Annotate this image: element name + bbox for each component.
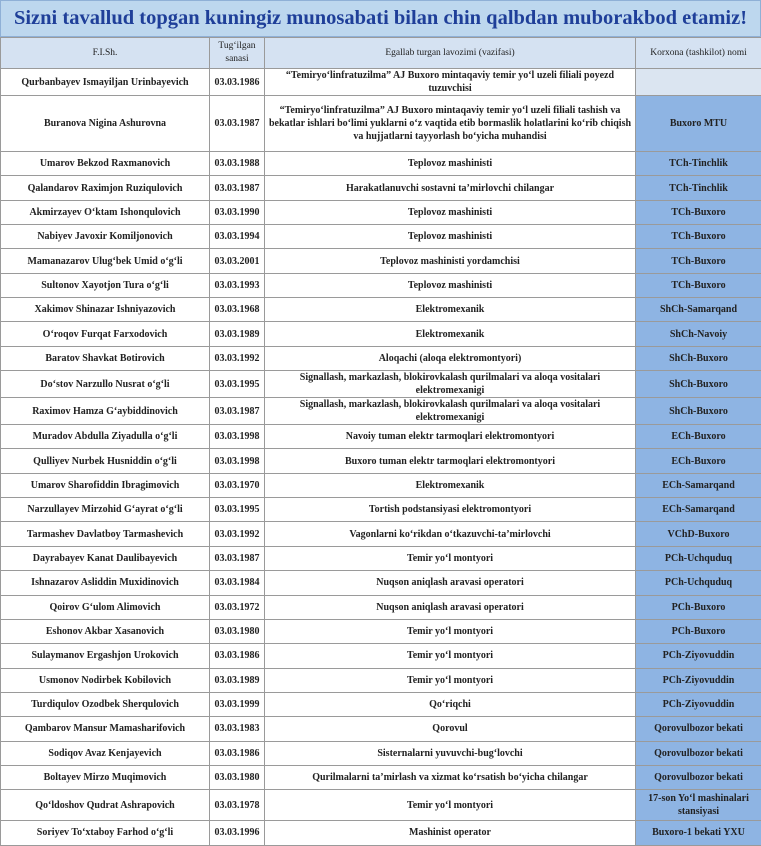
cell-date: 03.03.1995 [210,371,265,398]
table-row [1,717,761,741]
cell-position: Temir yo‘l montyori [265,546,636,570]
cell-name: Qambarov Mansur Mamasharifovich [1,717,210,741]
cell-date: 03.03.1987 [210,96,265,152]
table-row [1,644,761,668]
table-row [1,273,761,297]
cell-date: 03.03.2001 [210,249,265,273]
cell-org: PCh-Ziyovuddin [636,668,761,692]
table-row [1,176,761,200]
header-date: Tug‘ilgan sanasi [210,38,265,69]
cell-position: Tortish podstansiyasi elektromontyori [265,498,636,522]
cell-org: ShCh-Buxoro [636,398,761,425]
cell-org: 17-son Yo‘l mashinalari stansiyasi [636,790,761,821]
cell-name: Qo‘ldoshov Qudrat Ashrapovich [1,790,210,821]
cell-org: Buxoro MTU [636,96,761,152]
cell-date: 03.03.1995 [210,498,265,522]
cell-date: 03.03.1989 [210,668,265,692]
cell-name: Sultonov Xayotjon Tura o‘g‘li [1,273,210,297]
cell-date: 03.03.1987 [210,176,265,200]
cell-date: 03.03.1998 [210,425,265,449]
cell-org: ShCh-Buxoro [636,346,761,370]
table-row [1,821,761,845]
cell-position: Temir yo‘l montyori [265,644,636,668]
cell-name: Tarmashev Davlatboy Tarmashevich [1,522,210,546]
banner-title: Sizni tavallud topgan kuningiz munosabati bilan chin qalbdan muborakbod etamiz! [14,7,747,30]
cell-position: Temir yo‘l montyori [265,619,636,643]
cell-name: Xakimov Shinazar Ishniyazovich [1,298,210,322]
table-row [1,322,761,346]
header-position: Egallab turgan lavozimi (vazifasi) [265,38,636,69]
table-row [1,225,761,249]
cell-position: Elektromexanik [265,298,636,322]
cell-date: 03.03.1998 [210,449,265,473]
table-row [1,96,761,152]
cell-org: PCh-Ziyovuddin [636,692,761,716]
cell-org: Buxoro-1 bekati YXU [636,821,761,845]
cell-date: 03.03.1970 [210,473,265,497]
cell-date: 03.03.1986 [210,644,265,668]
cell-position: Teplovoz mashinisti yordamchisi [265,249,636,273]
table-row [1,200,761,224]
cell-name: Dayrabayev Kanat Daulibayevich [1,546,210,570]
cell-name: Do‘stov Narzullo Nusrat o‘g‘li [1,371,210,398]
cell-org: PCh-Buxoro [636,595,761,619]
cell-name: Eshonov Akbar Xasanovich [1,619,210,643]
cell-org: ShCh-Buxoro [636,371,761,398]
cell-date: 03.03.1978 [210,790,265,821]
cell-name: Qulliyev Nurbek Husniddin o‘g‘li [1,449,210,473]
cell-name: Soriyev To‘xtaboy Farhod o‘g‘li [1,821,210,845]
cell-date: 03.03.1968 [210,298,265,322]
cell-org: VChD-Buxoro [636,522,761,546]
cell-org: Qorovulbozor bekati [636,717,761,741]
cell-position: Teplovoz mashinisti [265,152,636,176]
cell-position: Signallash, markazlash, blokirovkalash qurilmalari va aloqa vositalari elektromexanigi [265,398,636,425]
table-row [1,571,761,595]
table-row [1,371,761,398]
cell-date: 03.03.1987 [210,546,265,570]
cell-position: Harakatlanuvchi sostavni ta’mirlovchi chilangar [265,176,636,200]
cell-name: O‘roqov Furqat Farxodovich [1,322,210,346]
table-row [1,425,761,449]
cell-name: Baratov Shavkat Botirovich [1,346,210,370]
cell-position: Nuqson aniqlash aravasi operatori [265,595,636,619]
cell-org: ECh-Buxoro [636,449,761,473]
cell-name: Usmonov Nodirbek Kobilovich [1,668,210,692]
cell-org: PCh-Buxoro [636,619,761,643]
header-name: F.I.Sh. [1,38,210,69]
table-row [1,249,761,273]
table-row [1,522,761,546]
table-row [1,546,761,570]
cell-position: Mashinist operator [265,821,636,845]
cell-date: 03.03.1993 [210,273,265,297]
cell-date: 03.03.1996 [210,821,265,845]
cell-org: TCh-Buxoro [636,200,761,224]
table-row [1,473,761,497]
cell-org: Qorovulbozor bekati [636,741,761,765]
table-row [1,595,761,619]
cell-position: Teplovoz mashinisti [265,200,636,224]
cell-org: ShCh-Navoiy [636,322,761,346]
cell-org: ECh-Samarqand [636,473,761,497]
cell-name: Raximov Hamza G‘aybiddinovich [1,398,210,425]
cell-position: Signallash, markazlash, blokirovkalash qurilmalari va aloqa vositalari elektromexanigi [265,371,636,398]
cell-position: Nuqson aniqlash aravasi operatori [265,571,636,595]
cell-position: Navoiy tuman elektr tarmoqlari elektromontyori [265,425,636,449]
cell-date: 03.03.1999 [210,692,265,716]
cell-position: Temir yo‘l montyori [265,790,636,821]
greeting-banner [0,0,761,37]
table-row [1,765,761,789]
cell-position: Temir yo‘l montyori [265,668,636,692]
cell-org: Qorovulbozor bekati [636,765,761,789]
cell-name: Qurbanbayev Ismayiljan Urinbayevich [1,69,210,96]
cell-position: Teplovoz mashinisti [265,273,636,297]
cell-position: Vagonlarni ko‘rikdan o‘tkazuvchi-ta’mirlovchi [265,522,636,546]
cell-name: Akmirzayev O‘ktam Ishonqulovich [1,200,210,224]
table-row [1,790,761,821]
cell-date: 03.03.1992 [210,346,265,370]
cell-name: Umarov Sharofiddin Ibragimovich [1,473,210,497]
cell-position: Aloqachi (aloqa elektromontyori) [265,346,636,370]
table-row [1,398,761,425]
cell-org: TCh-Buxoro [636,249,761,273]
cell-org [636,69,761,96]
cell-position: Elektromexanik [265,322,636,346]
cell-name: Qalandarov Raximjon Ruziqulovich [1,176,210,200]
cell-name: Turdiqulov Ozodbek Sherqulovich [1,692,210,716]
cell-name: Muradov Abdulla Ziyadulla o‘g‘li [1,425,210,449]
cell-date: 03.03.1989 [210,322,265,346]
cell-org: TCh-Buxoro [636,273,761,297]
cell-org: ECh-Buxoro [636,425,761,449]
table-row [1,152,761,176]
cell-name: Nabiyev Javoxir Komiljonovich [1,225,210,249]
cell-name: Buranova Nigina Ashurovna [1,96,210,152]
cell-org: ShCh-Samarqand [636,298,761,322]
cell-date: 03.03.1987 [210,398,265,425]
cell-position: “Temiryo‘linfratuzilma” AJ Buxoro mintaqaviy temir yo‘l uzeli filiali poyezd tuzuvchisi [265,69,636,96]
cell-position: Qurilmalarni ta’mirlash va xizmat ko‘rsatish bo‘yicha chilangar [265,765,636,789]
cell-name: Mamanazarov Ulug‘bek Umid o‘g‘li [1,249,210,273]
cell-org: PCh-Uchquduq [636,546,761,570]
cell-name: Ishnazarov Asliddin Muxidinovich [1,571,210,595]
cell-org: TCh-Buxoro [636,225,761,249]
table-row [1,619,761,643]
table-row [1,498,761,522]
table-row [1,298,761,322]
cell-date: 03.03.1994 [210,225,265,249]
cell-date: 03.03.1986 [210,741,265,765]
cell-date: 03.03.1980 [210,619,265,643]
table-row [1,741,761,765]
table-row [1,692,761,716]
header-org: Korxona (tashkilot) nomi [636,38,761,69]
cell-position: Qo‘riqchi [265,692,636,716]
cell-date: 03.03.1990 [210,200,265,224]
cell-position: Teplovoz mashinisti [265,225,636,249]
cell-date: 03.03.1972 [210,595,265,619]
birthday-table [0,37,761,846]
table-row [1,346,761,370]
cell-org: PCh-Ziyovuddin [636,644,761,668]
cell-name: Qoirov G‘ulom Alimovich [1,595,210,619]
cell-org: ECh-Samarqand [636,498,761,522]
table-row [1,449,761,473]
cell-date: 03.03.1984 [210,571,265,595]
cell-name: Sulaymanov Ergashjon Urokovich [1,644,210,668]
cell-position: “Temiryo‘linfratuzilma” AJ Buxoro mintaqaviy temir yo‘l uzeli filiali tashish va bekatlar ishlari bo‘limi yuklarni o‘z vaqtida etib bormaslik holatlarini ko‘rib chiqish va hujjatlarni tayyorlash bo‘yicha muhandisi [265,96,636,152]
cell-org: TCh-Tinchlik [636,176,761,200]
cell-name: Narzullayev Mirzohid G‘ayrat o‘g‘li [1,498,210,522]
cell-org: PCh-Uchquduq [636,571,761,595]
cell-name: Boltayev Mirzo Muqimovich [1,765,210,789]
cell-position: Qorovul [265,717,636,741]
cell-position: Elektromexanik [265,473,636,497]
table-row [1,69,761,96]
cell-org: TCh-Tinchlik [636,152,761,176]
cell-name: Umarov Bekzod Raxmanovich [1,152,210,176]
header-row [1,38,761,69]
cell-date: 03.03.1988 [210,152,265,176]
cell-name: Sodiqov Avaz Kenjayevich [1,741,210,765]
cell-date: 03.03.1980 [210,765,265,789]
cell-position: Sisternalarni yuvuvchi-bug‘lovchi [265,741,636,765]
cell-date: 03.03.1983 [210,717,265,741]
cell-date: 03.03.1992 [210,522,265,546]
cell-position: Buxoro tuman elektr tarmoqlari elektromontyori [265,449,636,473]
cell-date: 03.03.1986 [210,69,265,96]
table-row [1,668,761,692]
